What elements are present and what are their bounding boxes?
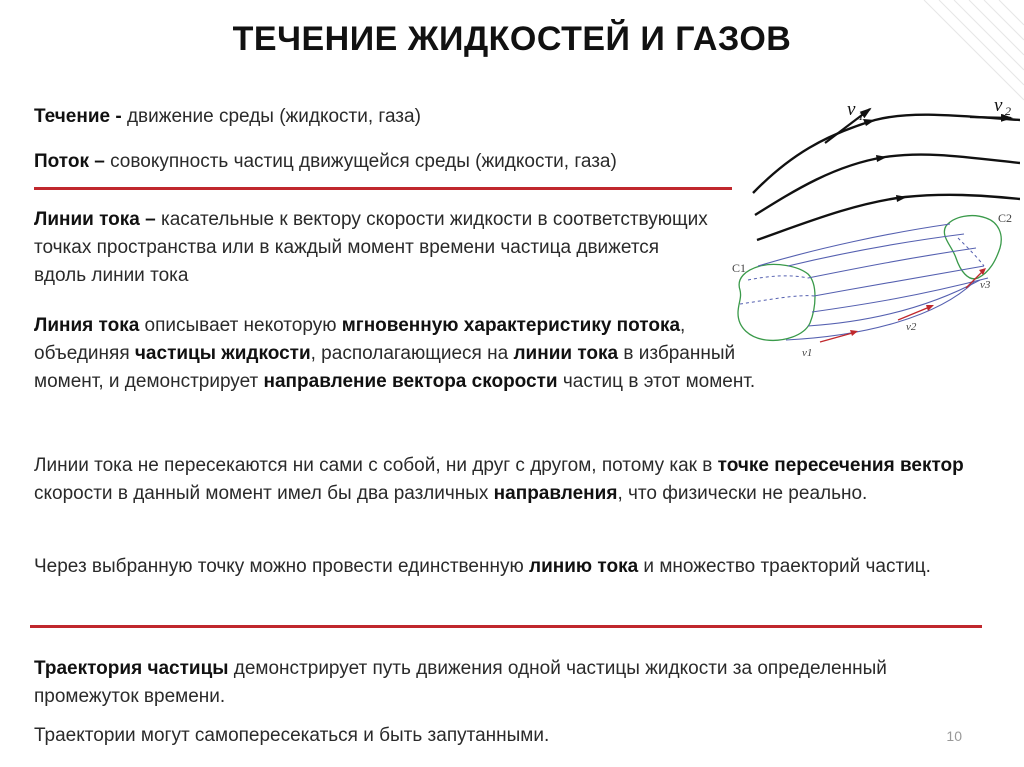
definition-flow: Течение - движение среды (жидкости, газа): [34, 106, 421, 127]
trajectory-note: Траектории могут самопересекаться и быть запутанными.: [34, 725, 550, 746]
term-streamlines: Линии тока –: [34, 209, 156, 230]
label-tube-v1: v1: [802, 347, 813, 359]
streamline-description: Линия тока описывает некоторую мгновенную характеристику потока, объединяя частицы жидкости, располагающиеся на линии тока в избранный момент, и демонстрирует направление вектора скорости частиц в этот момент.: [34, 315, 756, 392]
definition-streamlines: Линии тока – касательные к вектору скорости жидкости в соответствующих точках пространства или в каждый момент времени частица движется вдоль линии тока: [34, 209, 708, 286]
divider-top: [34, 187, 732, 190]
unique-line-paragraph: Через выбранную точку можно провести единственную линию тока и множество траекторий частиц.: [34, 556, 931, 577]
label-v1-sub: 1: [858, 109, 864, 123]
streamline-2: [755, 155, 1020, 215]
stream-tube-diagram: [728, 208, 1020, 368]
divider-bottom: [30, 625, 982, 628]
slide-title: ТЕЧЕНИЕ ЖИДКОСТЕЙ И ГАЗОВ: [232, 20, 792, 58]
label-c1: C1: [732, 261, 747, 275]
definition-stream: Поток – совокупность частиц движущейся среды (жидкости, газа): [34, 151, 617, 172]
trajectory-paragraph: Траектория частицы демонстрирует путь движения одной частицы жидкости за определенный промежуток времени.: [34, 658, 887, 707]
label-v1: v: [847, 99, 856, 120]
streamline-1: [753, 115, 1020, 193]
tube-velocity-v2: [898, 306, 932, 320]
tube-cross-section-c1: [738, 264, 815, 340]
no-intersect-paragraph: Линии тока не пересекаются ни сами с собой, ни друг с другом, потому как в точке пересечения вектор скорости в данный момент имел бы два различных направления, что физически не реально.: [34, 455, 964, 504]
label-v2-sub: 2: [1005, 104, 1011, 118]
term-flow: Течение -: [34, 106, 122, 127]
label-c2: C2: [998, 211, 1013, 225]
page-number: 10: [946, 728, 962, 744]
label-tube-v2: v2: [906, 321, 917, 333]
tube-cross-section-c2: [944, 216, 1001, 279]
label-tube-v3: v3: [980, 279, 991, 291]
label-v2: v: [994, 95, 1003, 116]
term-stream: Поток –: [34, 151, 105, 172]
